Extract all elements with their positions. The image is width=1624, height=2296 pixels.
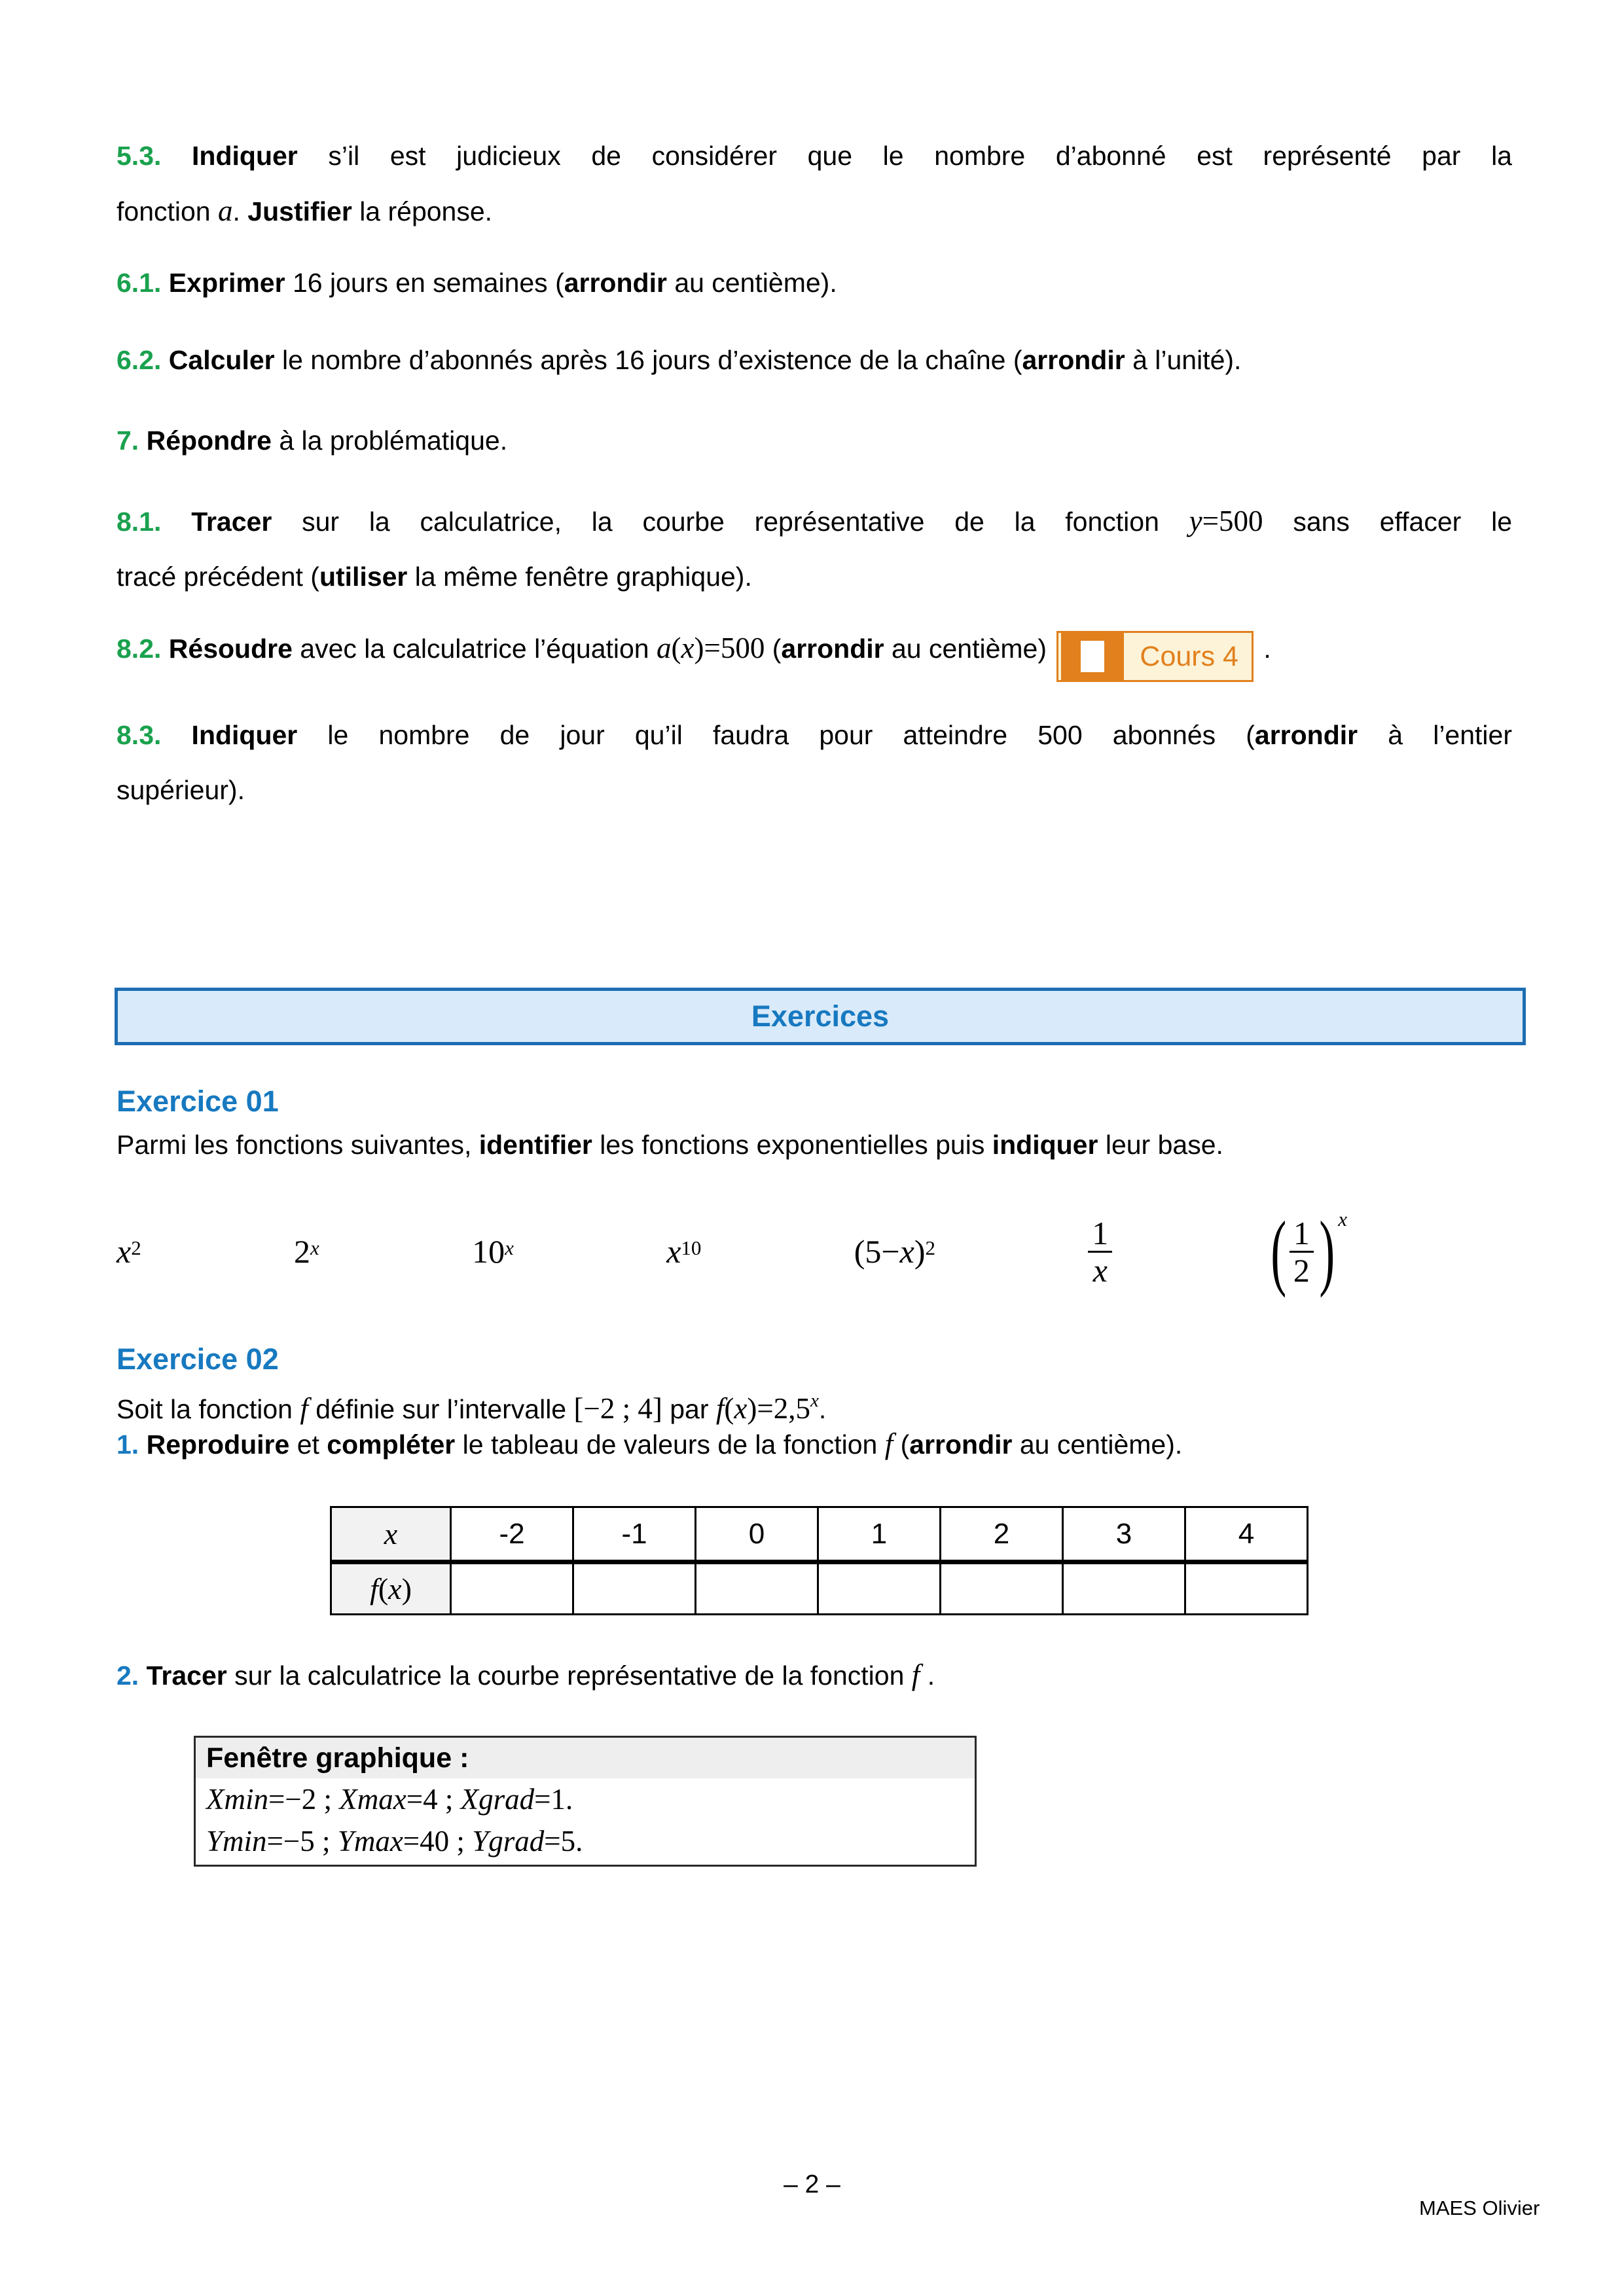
cours-4-label: Cours 4 [1140, 641, 1238, 672]
text-span: au centième) [884, 634, 1055, 664]
text-span: 6.2. [117, 345, 162, 375]
text-span [161, 345, 168, 375]
text-span: la réponse. [352, 196, 493, 226]
paragraph-5-3 [117, 128, 1512, 239]
f-value-cell[interactable] [451, 1562, 573, 1615]
math-text: a(x)=500 [657, 632, 765, 664]
values-table [330, 1506, 1308, 1615]
text-span [139, 1660, 146, 1691]
text-span: arrondir [564, 268, 667, 298]
f-value-cell[interactable] [1063, 1562, 1185, 1615]
math-expression: x 10 [666, 1233, 702, 1270]
text-span: identifier [478, 1130, 592, 1160]
f-value-cell[interactable] [941, 1562, 1063, 1615]
math-expression: 10 x [472, 1233, 514, 1270]
text-span: leur base. [1098, 1130, 1223, 1160]
paragraph-8-1 [117, 493, 1512, 604]
text-span: 16 jours en semaines ( [285, 268, 564, 298]
text-span: 8.2. [117, 634, 162, 664]
text-span: au centième). [1012, 1429, 1183, 1460]
text-span: . [818, 1394, 827, 1424]
x-value-cell: -2 [451, 1507, 573, 1562]
math-expression: x 2 [117, 1233, 141, 1270]
x-value-cell: -1 [573, 1507, 696, 1562]
text-span: la même fenêtre graphique). [407, 562, 752, 592]
f-value-cell[interactable] [696, 1562, 818, 1615]
text-span: Soit la fonction [117, 1394, 300, 1424]
graph-window-title: Fenêtre graphique : [196, 1738, 975, 1778]
text-span [161, 634, 168, 664]
table-row-fx [331, 1562, 1308, 1615]
math-expression: 2 x [294, 1233, 319, 1270]
math-text: y=500 [1189, 505, 1263, 537]
text-span: Parmi les fonctions suivantes, [117, 1130, 479, 1160]
text-line [117, 708, 1512, 762]
text-span: s’il est judicieux de considérer que le nombre d’abonné est représenté par la [297, 141, 1512, 171]
text-span: sur la calculatrice, la courbe représentative de la fonction [272, 507, 1189, 537]
graph-window-line: Xmin=−2 ; Xmax=4 ; Xgrad=1. [206, 1783, 573, 1816]
text-span: compléter [327, 1429, 456, 1460]
text-span: Tracer [191, 507, 272, 537]
text-span: avec la calculatrice l’équation [292, 634, 657, 664]
text-line [117, 493, 1512, 549]
paragraph-6-2 [117, 332, 1512, 387]
text-line [117, 1416, 1512, 1472]
text-span: Indiquer [191, 720, 298, 750]
text-span: arrondir [1022, 345, 1125, 375]
x-value-cell: 1 [818, 1507, 941, 1562]
text-span: . [1255, 634, 1271, 664]
f-value-cell[interactable] [1185, 1562, 1308, 1615]
text-line [117, 762, 1512, 817]
text-span: fonction [117, 196, 218, 226]
graph-window-lines [196, 1778, 975, 1862]
text-span: 7. [117, 425, 139, 456]
math-superscript: x [810, 1390, 819, 1411]
text-span [161, 141, 192, 171]
text-span: à l’unité). [1125, 345, 1242, 375]
exercices-banner [115, 988, 1526, 1045]
text-span: Répondre [146, 425, 272, 456]
text-line [117, 255, 1512, 310]
paragraph-8-2 [117, 620, 1512, 682]
exercices-banner-label: Exercices [751, 999, 890, 1033]
text-span: Exprimer [168, 268, 285, 298]
author-name: MAES Olivier [1419, 2197, 1540, 2219]
math-expression: (5−x) 2 [854, 1233, 935, 1270]
text-line [117, 1647, 1512, 1703]
text-span: sur la calculatrice la courbe représentative de la fonction [226, 1660, 912, 1691]
math-text: f [911, 1659, 920, 1691]
text-span [161, 268, 168, 298]
table-row-x [331, 1507, 1308, 1562]
text-span: 2. [117, 1660, 139, 1691]
x-value-cell: 4 [1185, 1507, 1308, 1562]
function-expressions-row [117, 1206, 1347, 1297]
exercice-02-question-1 [117, 1416, 1512, 1472]
text-span: Reproduire [146, 1429, 290, 1460]
text-span: utiliser [319, 562, 408, 592]
x-value-cell: 0 [696, 1507, 818, 1562]
text-span [139, 1429, 146, 1460]
text-span: 8.1. [117, 507, 162, 537]
text-span: arrondir [1254, 720, 1358, 750]
text-line [117, 332, 1512, 387]
text-span: 6.1. [117, 268, 162, 298]
x-value-cell: 2 [941, 1507, 1063, 1562]
paragraph-7 [117, 413, 1512, 468]
text-line [117, 549, 1512, 604]
paragraph-8-3 [117, 708, 1512, 817]
text-span: 5.3. [117, 141, 162, 171]
text-line [117, 1117, 1512, 1172]
text-span: le tableau de valeurs de la fonction [455, 1429, 885, 1460]
math-text: f [884, 1427, 893, 1460]
f-value-cell[interactable] [573, 1562, 696, 1615]
exercice-02-question-2 [117, 1647, 1512, 1703]
text-line [117, 413, 1512, 468]
text-span: Indiquer [192, 141, 298, 171]
text-span [161, 720, 191, 750]
text-span: par [662, 1394, 716, 1424]
cours-4-link[interactable] [1056, 631, 1254, 682]
text-span: ( [765, 634, 782, 664]
text-span: arrondir [909, 1429, 1013, 1460]
page-number: – 2 – [784, 2170, 840, 2198]
math-expression: $\frac{1}{x}$ [1088, 1215, 1112, 1288]
exercice-01-intro [117, 1117, 1512, 1172]
text-span: les fonctions exponentielles puis [592, 1130, 992, 1160]
text-span: le nombre de jour qu’il faudra pour atteindre 500 abonnés ( [297, 720, 1255, 750]
math-expression: ( $\frac{1}{2}$ ) x [1271, 1204, 1347, 1299]
text-span: le nombre d’abonnés après 16 jours d’existence de la chaîne ( [274, 345, 1022, 375]
text-span: sans effacer le [1263, 507, 1512, 537]
row-label-fx: f(x) [331, 1562, 451, 1615]
math-text: [−2 ; 4] [573, 1392, 662, 1425]
exercice-01-heading: Exercice 01 [117, 1085, 279, 1118]
text-line [117, 620, 1512, 682]
text-span [161, 507, 191, 537]
document-icon [1058, 633, 1127, 680]
text-line [117, 183, 1512, 239]
math-text: f [300, 1392, 308, 1425]
graph-window-box [194, 1736, 977, 1867]
text-span: arrondir [781, 634, 884, 664]
row-label-x: x [331, 1507, 451, 1562]
x-value-cell: 3 [1063, 1507, 1185, 1562]
text-span: tracé précédent ( [117, 562, 319, 592]
text-line [117, 128, 1512, 183]
text-span: et [289, 1429, 327, 1460]
text-span: Calculer [168, 345, 275, 375]
text-span: Justifier [247, 196, 352, 226]
text-span: 8.3. [117, 720, 162, 750]
text-span: Résoudre [168, 634, 293, 664]
f-value-cell[interactable] [818, 1562, 941, 1615]
text-span: 1. [117, 1429, 139, 1460]
text-span: Tracer [146, 1660, 227, 1691]
text-span: indiquer [992, 1130, 1098, 1160]
math-text: a [218, 194, 233, 227]
exercice-02-heading: Exercice 02 [117, 1342, 279, 1376]
text-span: à la problématique. [271, 425, 508, 456]
graph-window-line: Ymin=−5 ; Ymax=40 ; Ygrad=5. [206, 1825, 583, 1857]
text-span [139, 425, 146, 456]
text-span: à l’entier [1358, 720, 1512, 750]
text-span: ( [893, 1429, 910, 1460]
text-span: . [920, 1660, 935, 1691]
paragraph-6-1 [117, 255, 1512, 310]
text-span: définie sur l’intervalle [308, 1394, 574, 1424]
text-span: au centième). [666, 268, 837, 298]
math-text: f(x)=2,5 [715, 1392, 811, 1425]
text-span: supérieur). [117, 775, 245, 805]
text-span: . [232, 196, 248, 226]
